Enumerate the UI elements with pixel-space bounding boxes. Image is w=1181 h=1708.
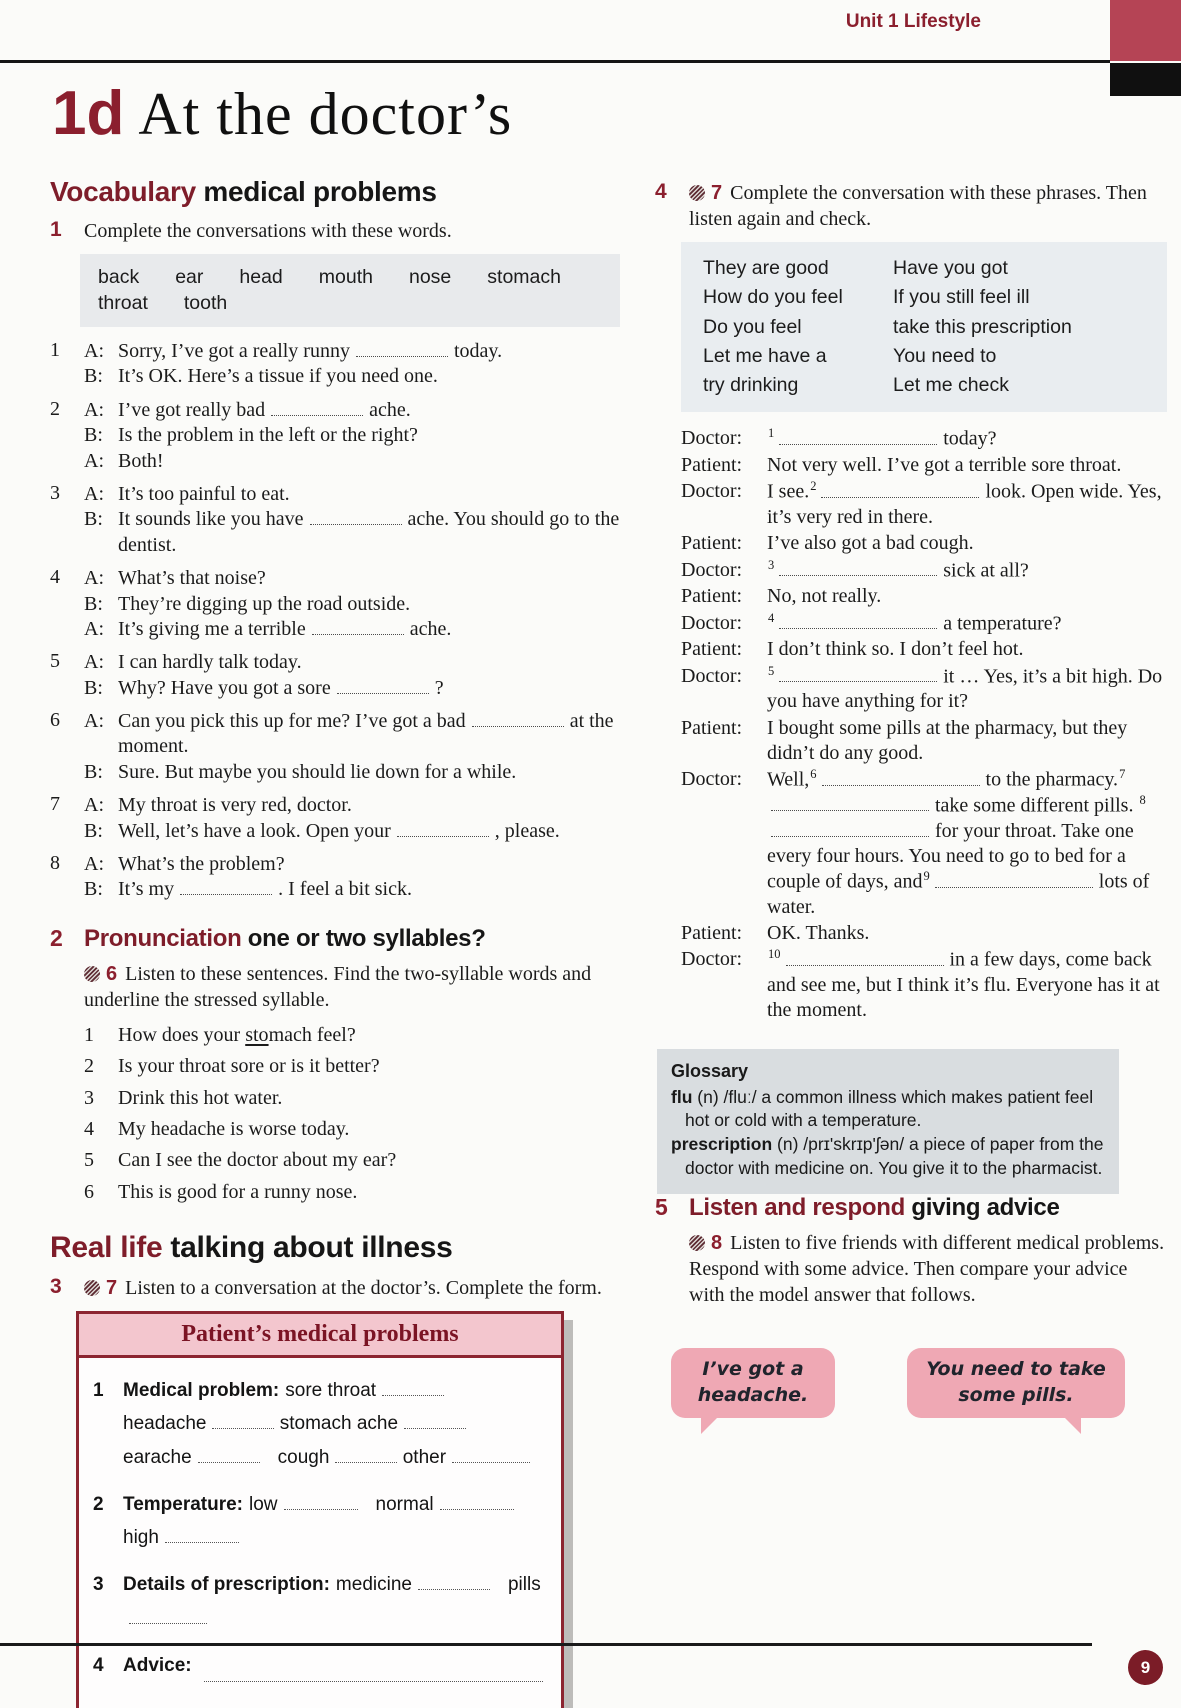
exercise-1: [50, 218, 620, 244]
pronunciation-heading: 2 Pronunciation one or two syllables?: [50, 924, 486, 952]
phrase-bank: [681, 242, 1167, 412]
phrase: Let me check: [893, 374, 1009, 396]
list-item: 1 How does your stomach feel?: [84, 1023, 356, 1046]
form-row-prescription: 3 Details of prescription: medicine pills: [93, 1568, 543, 1635]
glossary-title: Glossary: [671, 1061, 749, 1082]
answer-blank: [935, 874, 1093, 888]
word: mouth: [318, 266, 373, 288]
dialogue-item: 6 A: Can you pick this up for me? I’ve got a bad at the moment. B: Sure. But maybe you should lie down for a while.: [50, 709, 614, 783]
checkbox-blank: [129, 1611, 207, 1624]
phrase: How do you feel: [703, 286, 843, 309]
patient-form: [76, 1311, 564, 1708]
checkbox-blank: [284, 1497, 358, 1510]
phrase: You need to: [893, 344, 997, 367]
answer-blank: [310, 511, 402, 525]
dialogue-turn: Doctor: $^5$ it … Yes, it’s a bit high. Do you have anything for it?: [681, 663, 1163, 713]
word: tooth: [183, 292, 228, 314]
corner-red-block: [1110, 0, 1181, 61]
answer-blank: [779, 562, 937, 576]
list-item: 2 Is your throat sore or is it better?: [84, 1055, 380, 1078]
dialogue-turn: Doctor: I see.$^2$ look. Open wide. Yes, it’s very red in there.: [681, 479, 1162, 529]
checkbox-blank: [198, 1450, 260, 1463]
phrase: try drinking: [703, 374, 799, 396]
form-row-medical-problem: 1 Medical problem: sore throatheadache stomach acheearache cough other: [93, 1374, 543, 1474]
form-row-advice: 4 Advice:: [93, 1649, 543, 1682]
audio-cd-icon: [84, 966, 100, 982]
answer-blank: [771, 797, 929, 811]
write-in-line: [204, 1665, 543, 1682]
dialogue-turn: Patient: Not very well. I’ve got a terrible sore throat.: [681, 454, 1122, 477]
dialogue-item: 4 A: What’s that noise? B: They’re digging up the road outside. A: It’s giving me a terrible ache.: [50, 566, 452, 640]
word: stomach: [487, 266, 561, 288]
form-row-temperature: 2 Temperature: low normalhigh: [93, 1488, 543, 1555]
page-title: [52, 78, 512, 149]
lesson-title: At the doctor’s: [138, 81, 513, 147]
audio-track-number: 6: [106, 962, 118, 985]
answer-blank: [397, 823, 489, 837]
corner-black-block: [1110, 63, 1181, 96]
phrase: If you still feel ill: [893, 286, 1030, 309]
answer-blank: [312, 621, 404, 635]
list-item: 6 This is good for a runny nose.: [84, 1180, 358, 1203]
dialogue-turn: Doctor: Well,$^6$ to the pharmacy.$^7$take some different pills. $^8$for your throat. Take one every four hours. You need to go to bed for a couple of days, and$^9$ lots of water.: [681, 766, 1150, 918]
checkbox-blank: [212, 1416, 274, 1429]
dialogue-turn: Patient: I don’t think so. I don’t feel hot.: [681, 638, 1024, 661]
checkbox-blank: [418, 1577, 490, 1590]
real-life-heading: Real life talking about illness: [50, 1231, 453, 1265]
word: head: [239, 266, 283, 288]
speech-bubble-advice: You need to take some pills.: [907, 1348, 1125, 1417]
phrase: take this prescription: [893, 315, 1072, 338]
page-number-badge: 9: [1128, 1650, 1163, 1685]
speech-bubbles: [671, 1348, 1167, 1417]
checkbox-blank: [452, 1450, 530, 1463]
listen-respond-heading: 5 Listen and respond giving advice: [655, 1194, 1060, 1222]
speech-bubble-patient: I’ve got a headache.: [671, 1348, 835, 1417]
answer-blank: [786, 952, 944, 966]
list-item: 3 Drink this hot water.: [84, 1086, 283, 1109]
pronunciation-list: [84, 1023, 620, 1205]
left-column: [50, 176, 620, 1708]
vocabulary-heading: Vocabulary medical problems: [50, 176, 437, 207]
exercise-4: 4 7 Complete the conversation with these phrases. Then listen again and check.: [655, 180, 1147, 230]
dialogue-item: 1 A: Sorry, I’ve got a really runny today. B: It’s OK. Here’s a tissue if you need one.: [50, 339, 503, 388]
lesson-code: 1d: [52, 79, 125, 148]
doctor-patient-conversation: [681, 426, 1167, 1023]
phrase: Let me have a: [703, 344, 827, 367]
audio-cd-icon: [84, 1280, 100, 1296]
exercise-3: 3 7 Listen to a conversation at the doctor’s. Complete the form.: [50, 1275, 602, 1300]
stressed-syllable: sto: [245, 1023, 269, 1046]
audio-cd-icon: [689, 1235, 705, 1251]
word: ear: [175, 266, 204, 288]
checkbox-blank: [404, 1416, 466, 1429]
dialogue-turn: Patient: No, not really.: [681, 585, 882, 608]
checkbox-blank: [165, 1530, 239, 1543]
exercise-instruction: Complete the conversations with these words.: [84, 220, 452, 242]
answer-blank: [771, 823, 929, 837]
audio-cd-icon: [689, 185, 705, 201]
dialogue-turn: Doctor: $^1$ today?: [681, 426, 997, 450]
bottom-rule: [0, 1643, 1092, 1646]
audio-track-number: 8: [711, 1232, 723, 1255]
unit-label: Unit 1 Lifestyle: [845, 11, 981, 32]
form-title: Patient’s medical problems: [79, 1314, 561, 1358]
word: nose: [408, 266, 452, 288]
top-rule: [0, 60, 1110, 63]
dialogue-item: 2 A: I’ve got really bad ache. B: Is the problem in the left or the right? A: Both!: [50, 397, 418, 472]
dialogue-turn: Doctor: $^4$ a temperature?: [681, 610, 1062, 635]
exercise-2-instruction: 6 Listen to these sentences. Find the two-syllable words and underline the stressed syllable.: [84, 962, 592, 1011]
phrase: They are good: [703, 257, 829, 279]
checkbox-blank: [382, 1383, 444, 1396]
phrase: Have you got: [893, 257, 1008, 279]
answer-blank: [271, 402, 363, 416]
answer-blank: [337, 680, 429, 694]
answer-blank: [822, 772, 980, 786]
exercise-5-instruction: 8 Listen to five friends with different medical problems. Respond with some advice. Then compare your advice with the model answer that follows.: [689, 1232, 1165, 1307]
answer-blank: [472, 713, 564, 727]
dialogue-turn: Doctor: $^{10}$ in a few days, come back and see me, but I think it’s flu. Everyone has it at the moment.: [681, 947, 1160, 1022]
dialogue-turn: Patient: I bought some pills at the pharmacy, but they didn’t do any good.: [681, 716, 1128, 764]
exercise-number: 1: [50, 218, 62, 241]
glossary-box: [657, 1049, 1119, 1194]
audio-track-number: 7: [711, 182, 723, 204]
answer-blank: [779, 668, 937, 682]
answer-blank: [821, 484, 979, 498]
dialogue-item: 3 A: It’s too painful to eat. B: It sounds like you have ache. You should go to the dentist.: [50, 481, 620, 556]
glossary-entry: prescription (n) /prɪ'skrɪp'ʃən/ a piece of paper from the doctor with medicine on. You give it to the pharmacist.: [671, 1134, 1104, 1178]
write-in-line: [95, 1682, 539, 1708]
answer-blank: [356, 343, 448, 357]
answer-blank: [180, 881, 272, 895]
dialogue-item: 8 A: What’s the problem? B: It’s my . I feel a bit sick.: [50, 852, 412, 901]
checkbox-blank: [335, 1450, 397, 1463]
list-item: 4 My headache is worse today.: [84, 1117, 350, 1140]
list-item: 5 Can I see the doctor about my ear?: [84, 1149, 397, 1172]
answer-blank: [779, 615, 937, 629]
phrase: Do you feel: [703, 315, 802, 338]
audio-track-number: 7: [106, 1277, 118, 1300]
dialogue-turn: Patient: OK. Thanks.: [681, 922, 870, 945]
dialogue-item: 5 A: I can hardly talk today. B: Why? Have you got a sore ?: [50, 650, 444, 699]
dialogue-turn: Doctor: $^3$ sick at all?: [681, 557, 1029, 582]
word: back: [98, 266, 140, 288]
dialogue-item: 7 A: My throat is very red, doctor. B: Well, let’s have a look. Open your , please.: [50, 793, 560, 842]
answer-blank: [779, 431, 937, 445]
word-bank: [80, 254, 620, 327]
word: throat: [98, 292, 148, 314]
right-column: [655, 176, 1167, 1418]
glossary-entry: flu (n) /fluː/ a common illness which makes patient feel hot or cold with a temperature.: [671, 1086, 1094, 1131]
checkbox-blank: [440, 1497, 514, 1510]
dialogue-turn: Patient: I’ve also got a bad cough.: [681, 532, 974, 555]
